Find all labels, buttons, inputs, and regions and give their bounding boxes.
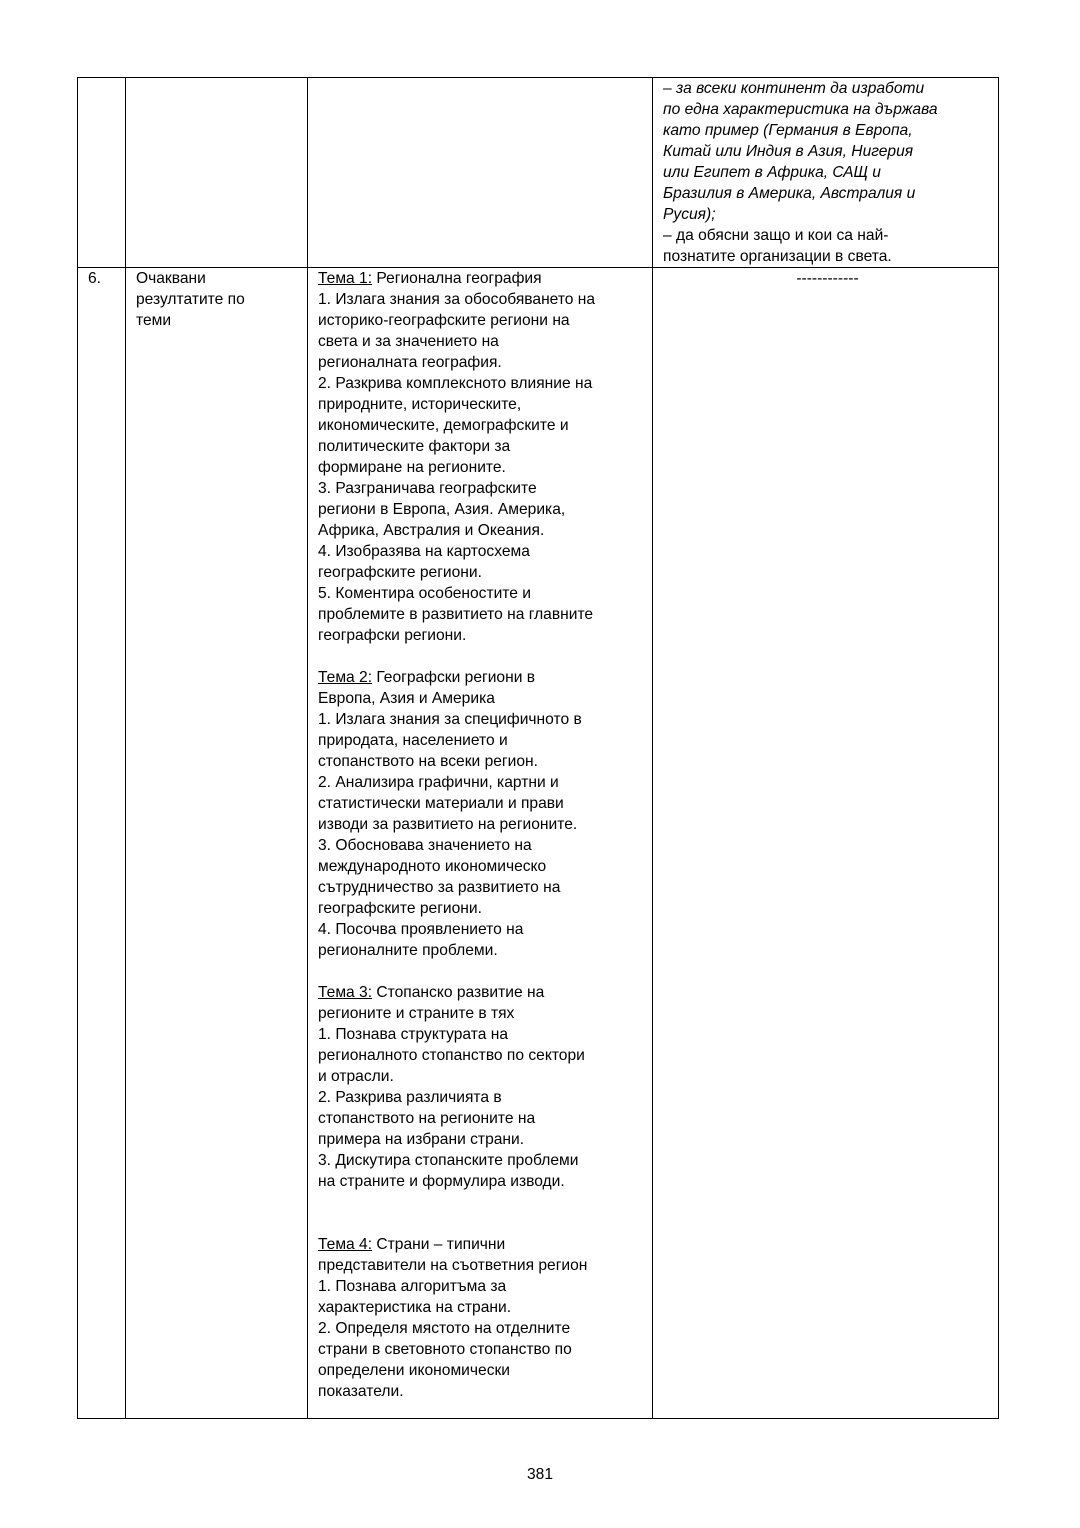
- text-line: 2. Разкрива различията в: [318, 1089, 502, 1106]
- text-line: по една характеристика на държава: [663, 101, 938, 118]
- text-line: географските региони.: [318, 564, 482, 581]
- spacer: [318, 1192, 646, 1234]
- topic-label: Тема 4:: [318, 1236, 373, 1253]
- text-line: 2. Разкрива комплексното влияние на: [318, 375, 593, 392]
- text-line: природните, историческите,: [318, 396, 522, 413]
- row2-content-cell: [308, 268, 653, 1419]
- topic-heading: [318, 1234, 646, 1255]
- row1-normal-text: [663, 225, 992, 267]
- text-line: и отрасли.: [318, 1068, 394, 1085]
- text-line: изводи за развитието на регионите.: [318, 816, 578, 833]
- text-line: света и за значението на: [318, 333, 499, 350]
- topic-heading: [318, 667, 646, 688]
- topic-title-cont: регионите и страните в тях: [318, 1005, 515, 1022]
- topic-heading: [318, 268, 646, 289]
- topic-title: Стопанско развитие на: [372, 984, 545, 1001]
- text-line: 3. Обосновава значението на: [318, 837, 532, 854]
- text-line: региони в Европа, Азия. Америка,: [318, 501, 566, 518]
- page-number: 381: [526, 1466, 554, 1483]
- text-line: или Египет в Африка, САЩ и: [663, 164, 881, 181]
- row1-num-cell: [78, 78, 126, 268]
- row2-title-cell: [126, 268, 308, 1419]
- text-line: 3. Разграничава географските: [318, 480, 537, 497]
- text-line: 3. Дискутира стопанските проблеми: [318, 1152, 579, 1169]
- text-line: стопанството на всеки регион.: [318, 753, 538, 770]
- text-line: регионалната география.: [318, 354, 502, 371]
- spacer: [318, 961, 646, 982]
- text-line: 1. Познава алгоритъма за: [318, 1278, 507, 1295]
- topic-title: Регионална география: [372, 270, 542, 287]
- row1-title-cell: [126, 78, 308, 268]
- text-line: 2. Определя мястото на отделните: [318, 1320, 571, 1337]
- text-line: географските региони.: [318, 900, 482, 917]
- text-line: теми: [136, 312, 172, 329]
- text-line: – за всеки континент да изработи: [663, 80, 925, 97]
- text-line: определени икономически: [318, 1362, 511, 1379]
- text-line: географски региони.: [318, 627, 467, 644]
- text-line: – да обясни защо и кои са най-: [663, 227, 889, 244]
- text-line: резултатите по: [136, 291, 245, 308]
- text-line: сътрудничество за развитието на: [318, 879, 561, 896]
- topic-label: Тема 3:: [318, 984, 373, 1001]
- topic-3: [318, 982, 646, 1192]
- topic-title: Страни – типични: [372, 1236, 506, 1253]
- text-line: Китай или Индия в Азия, Нигерия: [663, 143, 914, 160]
- text-line: формиране на регионите.: [318, 459, 506, 476]
- text-line: Русия);: [663, 206, 716, 223]
- text-line: показатели.: [318, 1383, 404, 1400]
- topic-label: Тема 2:: [318, 669, 373, 686]
- text-line: политическите фактори за: [318, 438, 511, 455]
- row2-activities-cell: ------------: [653, 268, 999, 1419]
- text-line: 2. Анализира графични, картни и: [318, 774, 559, 791]
- row1-content-cell: [308, 78, 653, 268]
- topic-title-cont: Европа, Азия и Америка: [318, 690, 495, 707]
- row2-num-cell: 6.: [78, 268, 126, 1419]
- text-line: 4. Изобразява на картосхема: [318, 543, 530, 560]
- text-line: 1. Излага знания за обособяването на: [318, 291, 596, 308]
- spacer: [318, 646, 646, 667]
- curriculum-table: [77, 77, 999, 1419]
- topic-label: Тема 1:: [318, 270, 373, 287]
- text-line: 1. Излага знания за специфичното в: [318, 711, 582, 728]
- text-line: историко-географските региони на: [318, 312, 570, 329]
- topic-1: [318, 268, 646, 646]
- text-line: стопанството на регионите на: [318, 1110, 536, 1127]
- table-row: [78, 268, 999, 1419]
- row1-activities-cell: [653, 78, 999, 268]
- text-line: проблемите в развитието на главните: [318, 606, 594, 623]
- text-line: 1. Познава структурата на: [318, 1026, 509, 1043]
- topic-2: [318, 667, 646, 961]
- text-line: регионалните проблеми.: [318, 942, 498, 959]
- topic-title-cont: представители на съответния регион: [318, 1257, 588, 1274]
- text-line: на страните и формулира изводи.: [318, 1173, 565, 1190]
- text-line: характеристика на страни.: [318, 1299, 512, 1316]
- text-line: икономическите, демографските и: [318, 417, 569, 434]
- table-row: [78, 78, 999, 268]
- row1-italic-text: [663, 78, 992, 225]
- text-line: статистически материали и прави: [318, 795, 564, 812]
- text-line: 5. Коментира особеностите и: [318, 585, 531, 602]
- text-line: регионалното стопанство по сектори: [318, 1047, 585, 1064]
- text-line: природата, населението и: [318, 732, 508, 749]
- topic-title: Географски региони в: [372, 669, 536, 686]
- topic-4: [318, 1234, 646, 1402]
- text-line: страни в световното стопанство по: [318, 1341, 572, 1358]
- text-line: Очаквани: [136, 270, 206, 287]
- text-line: познатите организации в света.: [663, 248, 892, 265]
- text-line: 4. Посочва проявлението на: [318, 921, 524, 938]
- text-line: примера на избрани страни.: [318, 1131, 525, 1148]
- text-line: Африка, Австралия и Океания.: [318, 522, 545, 539]
- topic-heading: [318, 982, 646, 1003]
- text-line: международното икономическо: [318, 858, 547, 875]
- text-line: като пример (Германия в Европа,: [663, 122, 913, 139]
- text-line: Бразилия в Америка, Австралия и: [663, 185, 916, 202]
